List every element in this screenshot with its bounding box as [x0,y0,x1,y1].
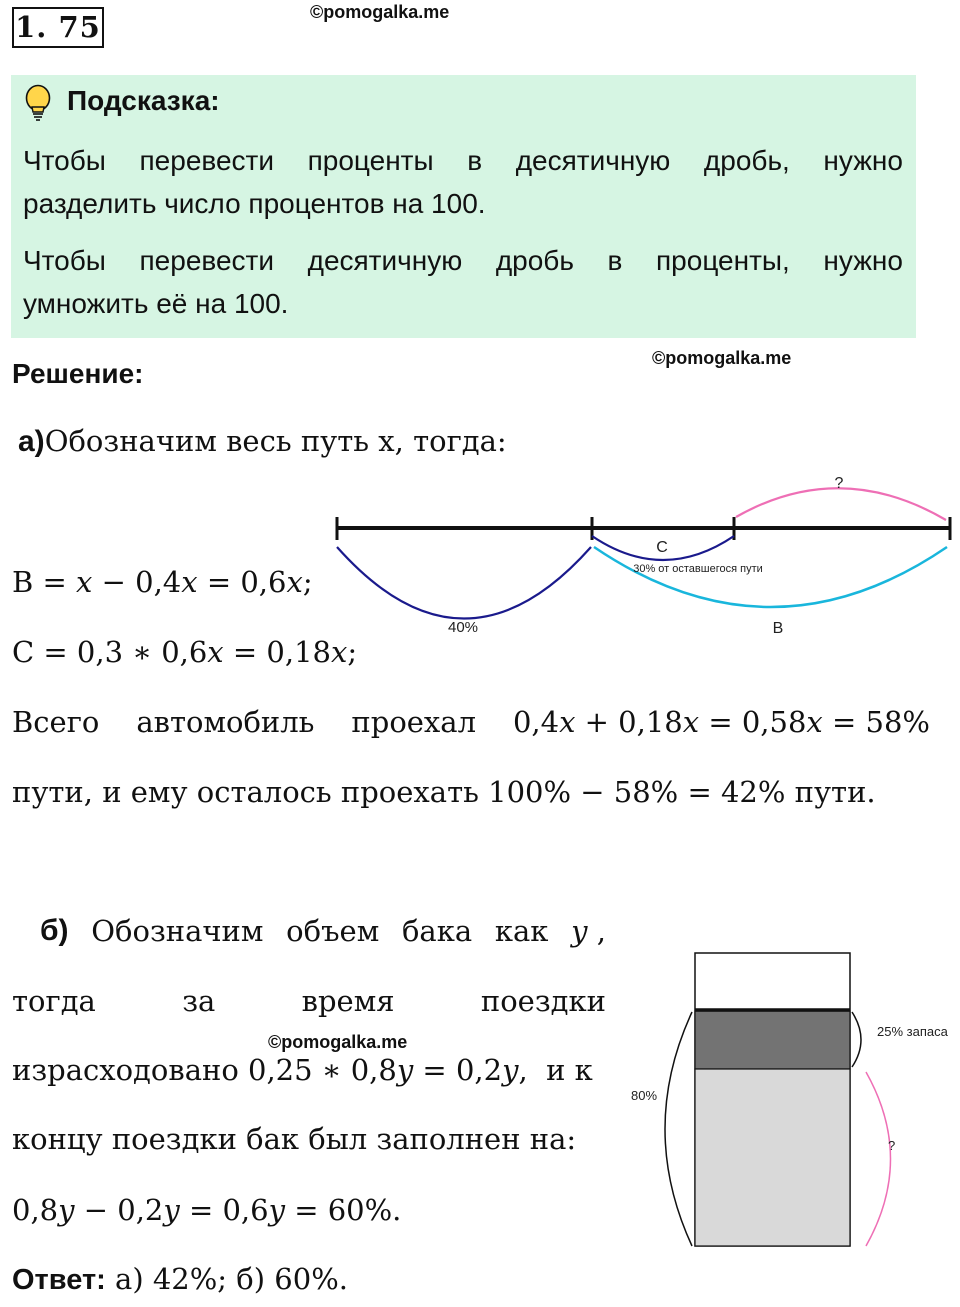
label-tank-question: ? [888,1138,896,1153]
hint-word: перевести [139,245,274,276]
watermark-solution: ©pomogalka.me [652,348,792,368]
watermark-part-b: ©pomogalka.me [268,1032,408,1052]
part-b-word: поездки [480,984,606,1018]
part-b-word: Обозначим [91,914,264,948]
part-a-intro: Обозначим весь путь х, тогда: [44,424,507,458]
hint-word: Чтобы [23,145,106,176]
hint-word: в [467,145,483,176]
total-word: проехал [351,705,477,739]
hint-word: Чтобы [23,245,106,276]
label-40-percent: 40% [447,619,479,636]
part-b-label: б) [40,914,69,947]
part-b-word: за [182,984,216,1018]
label-reserve: 25% запаса [877,1024,948,1039]
arc-40-percent [337,547,591,619]
tank-diagram [600,940,960,1260]
part-b-word: время [301,984,395,1018]
hint-paragraph-2-line-2: умножить её на 100. [23,288,289,319]
hint-word: проценты, [656,245,790,276]
hint-word: перевести [139,145,274,176]
bracket-question [866,1072,891,1246]
hint-paragraph-1-line-2: разделить число процентов на 100. [23,188,486,219]
answer-line [12,1262,348,1297]
part-b-line-3: израсходовано 0,25 ∗ 0,8𝑦 = 0,2𝑦, и к [12,1053,593,1087]
part-b-line-4: концу поездки бак был заполнен на: [12,1122,577,1156]
arc-b [594,547,947,607]
hint-word: нужно [823,145,903,176]
arc-question [736,488,946,520]
label-c: С [656,539,668,556]
remaining-line: пути, и ему осталось проехать 100% − 58% = 42% пути. [12,775,876,809]
label-b: В [772,620,784,637]
hint-word: дробь [495,245,574,276]
equation-c: С = 0,3 ∗ 0,6𝑥 = 0,18𝑥; [12,635,358,669]
hint-word: дробь, [703,145,790,176]
tank-remaining-fuel [695,1069,850,1246]
hint-title: Подсказка: [67,85,220,116]
bracket-80 [665,1012,692,1246]
part-b-word: тогда [12,984,96,1018]
part-b-word: бака [401,914,473,948]
part-b-word: 𝑦 , [571,914,606,948]
hint-word: нужно [823,245,903,276]
part-a-label: а) [18,425,45,458]
hint-word: в [607,245,623,276]
part-b-word: как [494,914,549,948]
hint-word: проценты [307,145,434,176]
part-b-line-1 [40,914,606,948]
total-word: автомобиль [136,705,315,739]
answer-text: а) 42%; б) 60%. [105,1262,348,1296]
total-line [12,705,930,739]
part-b-word: объем [286,914,380,948]
hint-word: десятичную [515,145,671,176]
label-c-note: 30% от оставшегося пути [633,563,763,575]
tank-used-fuel [695,1011,850,1069]
part-b-line-2 [12,984,606,1018]
solution-heading: Решение: [12,358,144,389]
task-number: 1. 75 [12,7,104,48]
total-word: Всего [12,705,100,739]
bracket-reserve [852,1012,861,1067]
equation-b: В = 𝑥 − 0,4𝑥 = 0,6𝑥; [12,565,313,599]
total-expression: 0,4𝑥 + 0,18𝑥 = 0,58𝑥 = 58% [512,705,930,739]
hint-word: десятичную [307,245,463,276]
label-80-percent: 80% [631,1088,658,1103]
label-question: ? [834,475,844,492]
answer-label: Ответ: [12,1264,106,1296]
part-b-line-5: 0,8𝑦 − 0,2𝑦 = 0,6𝑦 = 60%. [12,1193,402,1227]
watermark-top: ©pomogalka.me [310,2,450,22]
